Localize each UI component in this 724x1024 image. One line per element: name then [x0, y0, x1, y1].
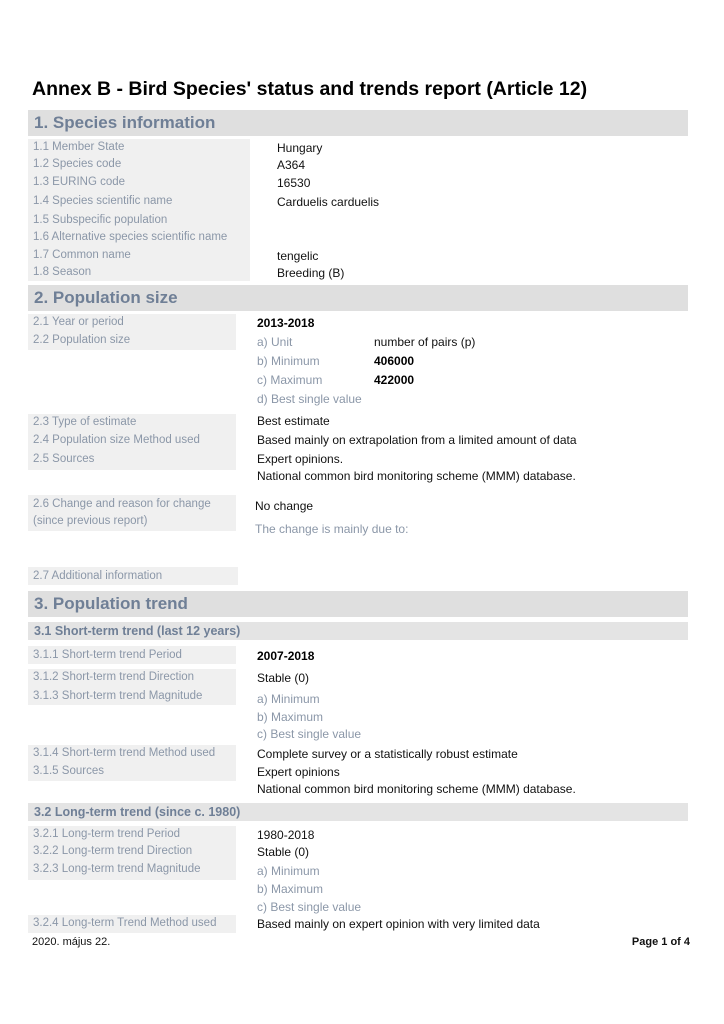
long-term-direction-label: 3.2.2 Long-term trend Direction	[33, 845, 193, 857]
member-state-label: 1.1 Member State	[33, 141, 125, 153]
short-term-method-value: Complete survey or a statistically robust estimate	[257, 747, 518, 761]
short-term-title: 3.1 Short-term trend (last 12 years)	[34, 624, 241, 638]
member-state-value: Hungary	[277, 141, 323, 155]
short-term-best-value-label: c) Best single value	[257, 727, 362, 741]
season-value: Breeding (B)	[277, 266, 345, 280]
change-reason-label: The change is mainly due to:	[255, 522, 409, 536]
population-sources-line-1: Expert opinions.	[257, 452, 344, 466]
type-of-estimate-value: Best estimate	[257, 414, 330, 428]
change-label-line-2: (since previous report)	[33, 515, 148, 527]
short-term-maximum-label: b) Maximum	[257, 710, 324, 724]
section-3-title: 3. Population trend	[34, 594, 188, 613]
type-of-estimate-label: 2.3 Type of estimate	[33, 416, 137, 428]
population-maximum-label: c) Maximum	[257, 373, 323, 387]
euring-code-label: 1.3 EURING code	[33, 176, 126, 188]
common-name-value: tengelic	[277, 249, 319, 263]
footer-page-number: Page 1 of 4	[631, 936, 690, 948]
short-term-magnitude-label: 3.1.3 Short-term trend Magnitude	[33, 690, 203, 702]
year-period-value: 2013-2018	[257, 316, 315, 330]
long-term-maximum-label: b) Maximum	[257, 882, 324, 896]
population-sources-line-2: National common bird monitoring scheme (MMM) database.	[257, 469, 576, 483]
change-value: No change	[255, 499, 314, 513]
short-term-sources-line-2: National common bird monitoring scheme (MMM) database.	[257, 782, 576, 796]
long-term-title: 3.2 Long-term trend (since c. 1980)	[34, 805, 241, 819]
season-label: 1.8 Season	[33, 266, 92, 278]
short-term-method-label: 3.1.4 Short-term trend Method used	[33, 747, 216, 759]
common-name-label: 1.7 Common name	[33, 249, 131, 261]
long-term-period-label: 3.2.1 Long-term trend Period	[33, 828, 181, 840]
long-term-method-label: 3.2.4 Long-term Trend Method used	[33, 917, 217, 929]
long-term-method-value: Based mainly on expert opinion with very limited data	[257, 917, 540, 931]
species-code-label: 1.2 Species code	[33, 158, 122, 170]
population-best-value-label: d) Best single value	[257, 392, 362, 406]
species-code-value: A364	[277, 158, 306, 172]
long-term-minimum-label: a) Minimum	[257, 864, 320, 878]
subspecific-population-label: 1.5 Subspecific population	[33, 214, 168, 226]
report-title: Annex B - Bird Species' status and trends report (Article 12)	[32, 78, 588, 100]
population-maximum-value: 422000	[374, 373, 415, 387]
scientific-name-value: Carduelis carduelis	[277, 195, 380, 209]
short-term-direction-value: Stable (0)	[257, 671, 310, 685]
short-term-direction-label: 3.1.2 Short-term trend Direction	[33, 671, 195, 683]
population-method-label: 2.4 Population size Method used	[33, 434, 200, 446]
short-term-period-value: 2007-2018	[257, 649, 315, 663]
section-2-title: 2. Population size	[34, 288, 178, 307]
alternative-name-label: 1.6 Alternative species scientific name	[33, 231, 228, 243]
euring-code-value: 16530	[277, 176, 311, 190]
change-label-line-1: 2.6 Change and reason for change	[33, 498, 211, 510]
short-term-period-label: 3.1.1 Short-term trend Period	[33, 649, 182, 661]
short-term-sources-label: 3.1.5 Sources	[33, 765, 104, 777]
population-sources-label: 2.5 Sources	[33, 453, 95, 465]
population-method-value: Based mainly on extrapolation from a limited amount of data	[257, 433, 577, 447]
unit-label: a) Unit	[257, 335, 293, 349]
long-term-period-value: 1980-2018	[257, 828, 315, 842]
long-term-best-value-label: c) Best single value	[257, 900, 362, 914]
long-term-magnitude-label: 3.2.3 Long-term trend Magnitude	[33, 863, 201, 875]
unit-value: number of pairs (p)	[374, 335, 476, 349]
footer-date: 2020. május 22.	[32, 936, 111, 948]
section-1-title: 1. Species information	[34, 113, 216, 132]
population-minimum-label: b) Minimum	[257, 354, 320, 368]
scientific-name-label: 1.4 Species scientific name	[33, 195, 173, 207]
long-term-direction-value: Stable (0)	[257, 845, 310, 859]
population-size-label: 2.2 Population size	[33, 334, 131, 346]
short-term-sources-line-1: Expert opinions	[257, 765, 340, 779]
year-period-label: 2.1 Year or period	[33, 316, 124, 328]
population-minimum-value: 406000	[374, 354, 415, 368]
additional-info-label: 2.7 Additional information	[33, 570, 163, 582]
short-term-minimum-label: a) Minimum	[257, 692, 320, 706]
